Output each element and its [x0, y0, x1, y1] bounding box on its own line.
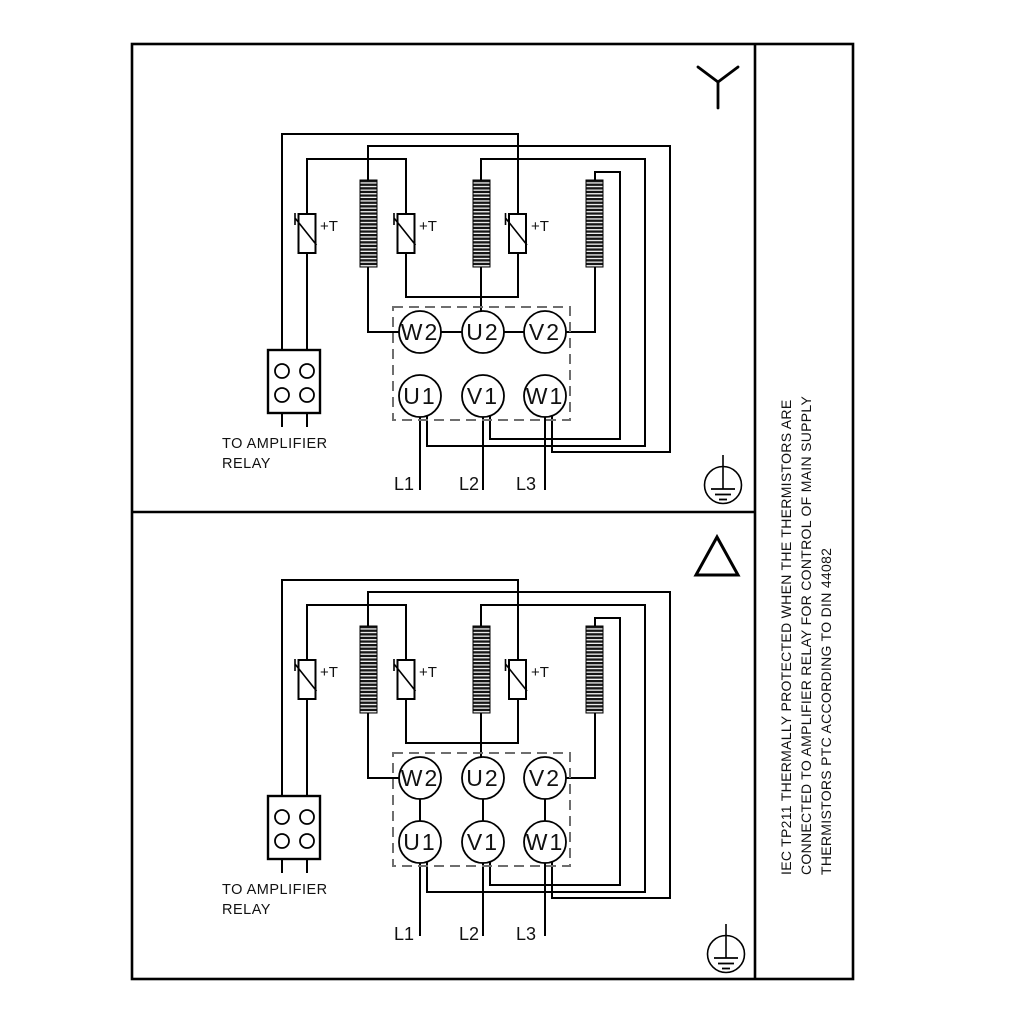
- supply-l1: L1: [394, 474, 415, 494]
- terminal-v2: V2: [528, 319, 562, 345]
- thermistor-label: +T: [320, 218, 338, 235]
- relay-caption-line1: TO AMPLIFIER: [222, 436, 328, 452]
- delta-panel: [222, 537, 745, 973]
- terminal-u2: U2: [466, 765, 500, 791]
- protective-earth-icon: [708, 924, 745, 973]
- note-sidebar: [778, 396, 834, 875]
- thermistor-label: +T: [320, 664, 338, 681]
- thermistor-label: +T: [419, 664, 437, 681]
- note-line-1: IEC TP211 THERMALLY PROTECTED WHEN THE THERMISTORS ARE: [778, 399, 794, 875]
- thermistor-label: +T: [531, 218, 549, 235]
- star-panel: [222, 67, 742, 504]
- relay-caption-line1: TO AMPLIFIER: [222, 882, 328, 898]
- note-line-3: THERMISTORS PTC ACCORDING TO DIN 44082: [818, 547, 834, 875]
- supply-l3: L3: [516, 474, 537, 494]
- terminal-w2: W2: [400, 765, 440, 791]
- protective-earth-icon: [705, 455, 742, 504]
- thermistor-label: +T: [531, 664, 549, 681]
- terminal-w2: W2: [400, 319, 440, 345]
- delta-connection-icon: [696, 537, 738, 575]
- relay-caption-line2: RELAY: [222, 902, 271, 918]
- note-line-2: CONNECTED TO AMPLIFIER RELAY FOR CONTROL OF MAIN SUPPLY: [798, 395, 814, 875]
- terminal-u1: U1: [403, 829, 437, 855]
- delta-panel-shapes: [268, 580, 670, 936]
- terminal-w1: W1: [525, 829, 565, 855]
- star-connection-icon: [698, 67, 738, 108]
- terminal-v1: V1: [466, 383, 500, 409]
- star-panel-shapes: [268, 134, 670, 490]
- supply-l2: L2: [459, 474, 480, 494]
- terminal-u2: U2: [466, 319, 500, 345]
- supply-l3: L3: [516, 924, 537, 944]
- terminal-w1: W1: [525, 383, 565, 409]
- terminal-v1: V1: [466, 829, 500, 855]
- terminal-v2: V2: [528, 765, 562, 791]
- supply-l1: L1: [394, 924, 415, 944]
- terminal-u1: U1: [403, 383, 437, 409]
- thermistor-label: +T: [419, 218, 437, 235]
- relay-caption-line2: RELAY: [222, 456, 271, 472]
- supply-l2: L2: [459, 924, 480, 944]
